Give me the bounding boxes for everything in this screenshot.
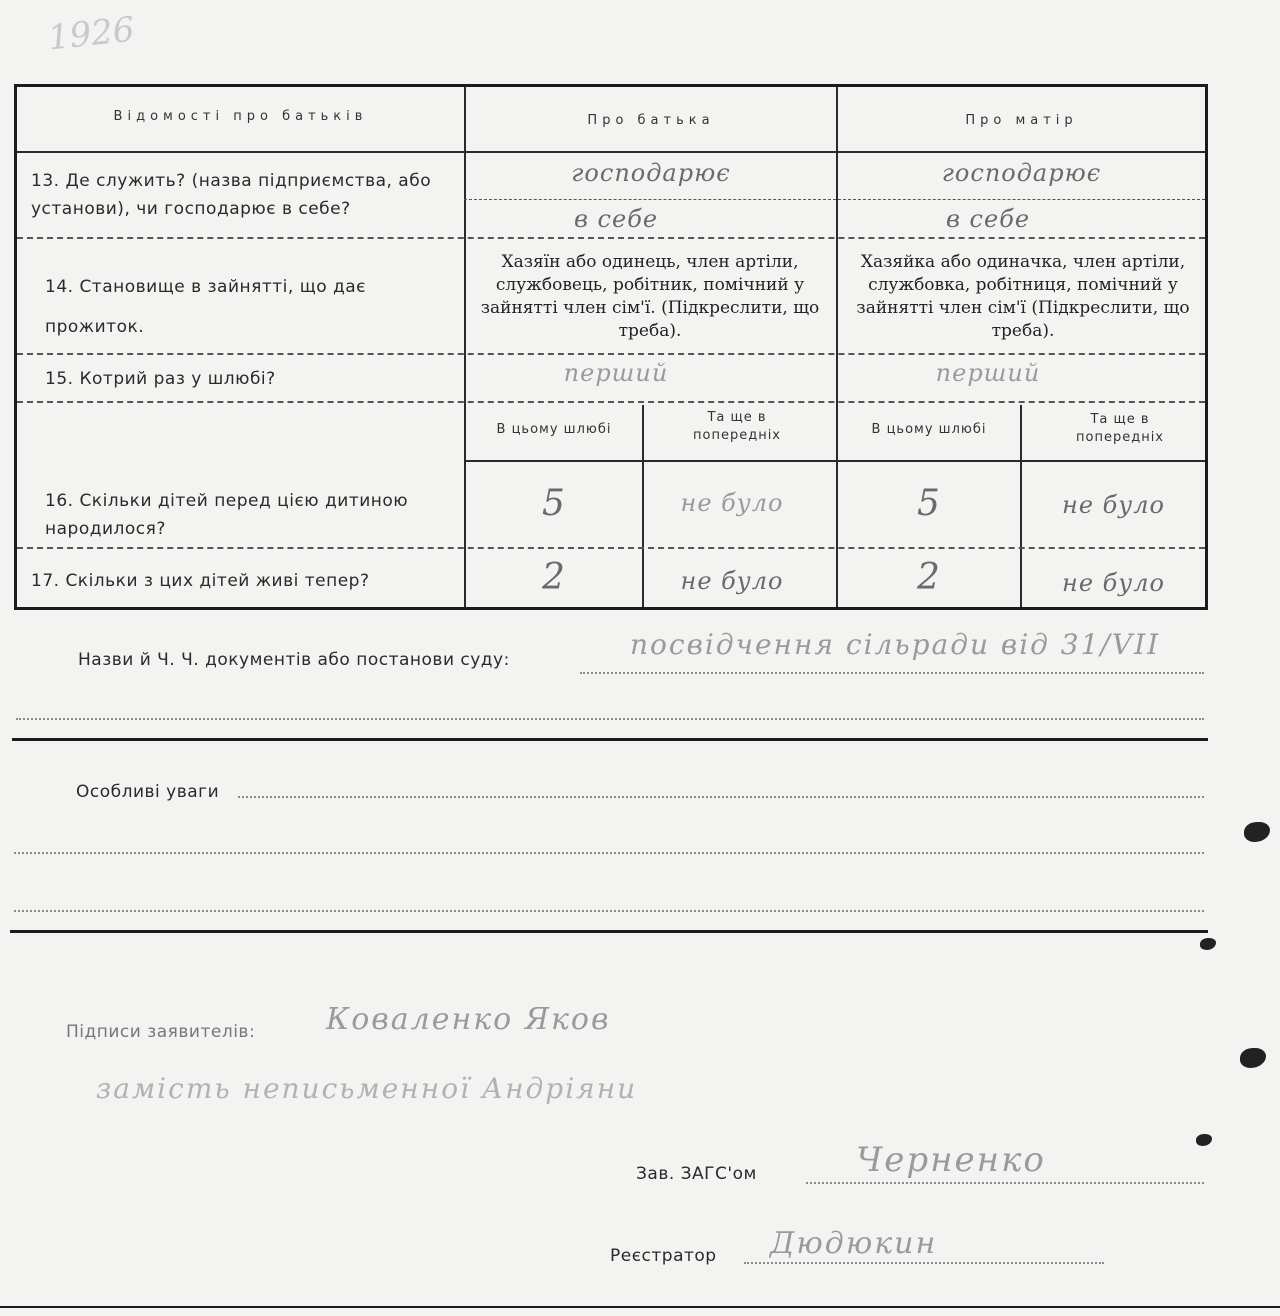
- section-rule: [12, 738, 1208, 741]
- subhead-father-previous: Та ще в попередніх: [693, 410, 781, 443]
- documents-line: [580, 672, 1204, 674]
- row-divider: [464, 460, 1205, 462]
- q16-label: 16. Скільки дітей перед цією дитиною народилося?: [45, 491, 409, 539]
- registrar-signature: Дюдюкин: [770, 1226, 938, 1261]
- year-annotation: 1926: [46, 9, 137, 59]
- parents-info-table: [14, 84, 1208, 610]
- q17-mother-prev: не було: [1062, 569, 1165, 597]
- header-mother: Про матір: [965, 113, 1078, 128]
- registrar-label: Реєстратор: [610, 1246, 717, 1266]
- documents-line-2: [16, 718, 1204, 720]
- signatures-label: Підписи заявителів:: [66, 1022, 256, 1042]
- q14-mother-options: Хазяйка або одиначка, член артіли, службовка, робітниця, помічний у зайнятті член сім'ї (Підкреслити, що треба).: [856, 252, 1190, 341]
- row-divider: [17, 401, 1205, 403]
- q14-label: 14. Становище в зайнятті, що дає прожиток.: [45, 277, 367, 337]
- q13-mother-line1: господарює: [941, 159, 1102, 187]
- notes-line-3: [14, 910, 1204, 912]
- q13-father-line1: господарює: [571, 159, 731, 187]
- row-divider: [17, 237, 1205, 239]
- q13-mother-line2: в себе: [945, 205, 1031, 233]
- q13-label: 13. Де служить? (назва підприємства, або установи), чи господарює в себе?: [31, 171, 432, 219]
- head-signature-line: [806, 1182, 1204, 1184]
- q15-father: перший: [563, 359, 669, 387]
- row-divider: [17, 547, 1205, 549]
- q15-mother: перший: [935, 359, 1041, 387]
- row-divider: [464, 199, 1205, 200]
- q13-father-line2: в себе: [573, 205, 659, 233]
- header-parents-info: Відомості про батьків: [113, 109, 368, 124]
- notes-label: Особливі уваги: [76, 782, 220, 802]
- q17-mother-this: 2: [917, 557, 941, 598]
- binder-hole-mark: [1196, 1134, 1212, 1146]
- q16-mother-this: 5: [917, 483, 941, 524]
- q15-label: 15. Котрий раз у шлюбі?: [45, 369, 276, 389]
- q16-father-this: 5: [542, 483, 566, 524]
- q16-mother-prev: не було: [1062, 491, 1165, 519]
- documents-label: Назви й Ч. Ч. документів або постанови суду:: [78, 650, 510, 670]
- section-rule: [10, 930, 1208, 933]
- applicant-signature-2: замість неписьменної Андріяни: [96, 1072, 638, 1105]
- q17-father-prev: не було: [680, 567, 784, 595]
- q14-father-options: Хазяїн або одинець, член артіли, службовець, робітник, помічний у зайнятті член сім'ї. (Підкреслити, що треба).: [480, 252, 820, 341]
- header-father: Про батька: [587, 113, 715, 128]
- binder-hole-mark: [1240, 1048, 1266, 1068]
- registrar-signature-line: [744, 1262, 1104, 1264]
- subhead-father-this-marriage: В цьому шлюбі: [496, 422, 612, 437]
- notes-line-1: [238, 796, 1204, 798]
- q17-label: 17. Скільки з цих дітей живі тепер?: [31, 571, 370, 591]
- head-signature: Черненко: [856, 1140, 1046, 1180]
- row-divider: [17, 353, 1205, 355]
- q16-father-prev: не було: [680, 489, 784, 517]
- notes-line-2: [14, 852, 1204, 854]
- bottom-rule: [0, 1306, 1280, 1308]
- row-divider: [17, 151, 1205, 153]
- q17-father-this: 2: [542, 557, 566, 598]
- subhead-mother-previous: Та ще в попередніх: [1076, 412, 1164, 445]
- binder-hole-mark: [1200, 938, 1216, 950]
- subhead-mother-this-marriage: В цьому шлюбі: [871, 422, 987, 437]
- binder-hole-mark: [1244, 822, 1270, 842]
- applicant-signature-1: Коваленко Яков: [326, 1002, 611, 1037]
- documents-value: посвідчення сільради від 31/VII: [630, 628, 1161, 661]
- head-label: Зав. ЗАГС'ом: [636, 1164, 757, 1184]
